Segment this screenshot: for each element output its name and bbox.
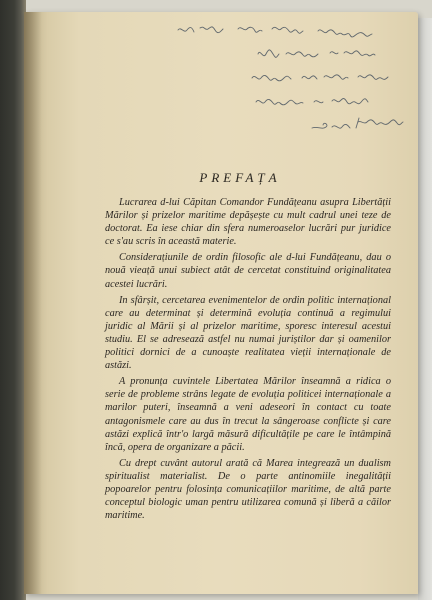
preface-body: [105, 196, 391, 525]
background-surface: [418, 18, 432, 600]
page-gutter-shadow: [24, 12, 42, 594]
handwritten-dedication: [160, 16, 418, 148]
book-binding: [0, 0, 26, 600]
preface-paragraph: Lucrarea d-lui Căpitan Comandor Fundățeanu asupra Libertății Mărilor și prizelor maritime depășește cu mult cadrul unei teze de doctorat. Ea iese chiar din sfera numeroaselor lucrări pur juridice ce s'au scris în această materie.: [105, 197, 391, 248]
preface-title: PREFAȚA: [199, 170, 281, 185]
preface-paragraph: Cu drept cuvânt autorul arată că Marea integrează un dualism spiritualist materialist. De o parte antinomiile inegalității popoarelor pentru folosința comunicațiilor maritime, de altă parte conceptul biologic uman pentru utilizarea comună și liberă a căilor maritime.: [105, 457, 391, 522]
preface-paragraph: Considerațiunile de ordin filosofic ale d-lui Fundățeanu, dau o nouă vieață unui subiect atât de cercetat constituind originalitatea acestei lucrări.: [105, 252, 391, 290]
preface-paragraph: In sfârșit, cercetarea evenimentelor de ordin politic internațional care au determinat și determină evoluția continuă a regimului juridic al Mării și al prizelor maritime, sporesc interesul acestui studiu. El se adresează astfel nu numai juriștilor dar și oamenilor politici dornici de a cunoaște realitatea vieții internaționale de astăzi.: [105, 294, 391, 372]
preface-paragraph: A pronunța cuvintele Libertatea Mărilor înseamnă a ridica o serie de probleme strâns legate de evoluția politicei internaționale a marilor puteri, înseamnă a veni adeseori în contact cu toate antagonismele care au dus în trecut la sângeroase conflicte și care astăzi explică într'o largă măsură dificultățile pe care le întâmpină încă, opera de organizare a păcii.: [105, 376, 391, 453]
